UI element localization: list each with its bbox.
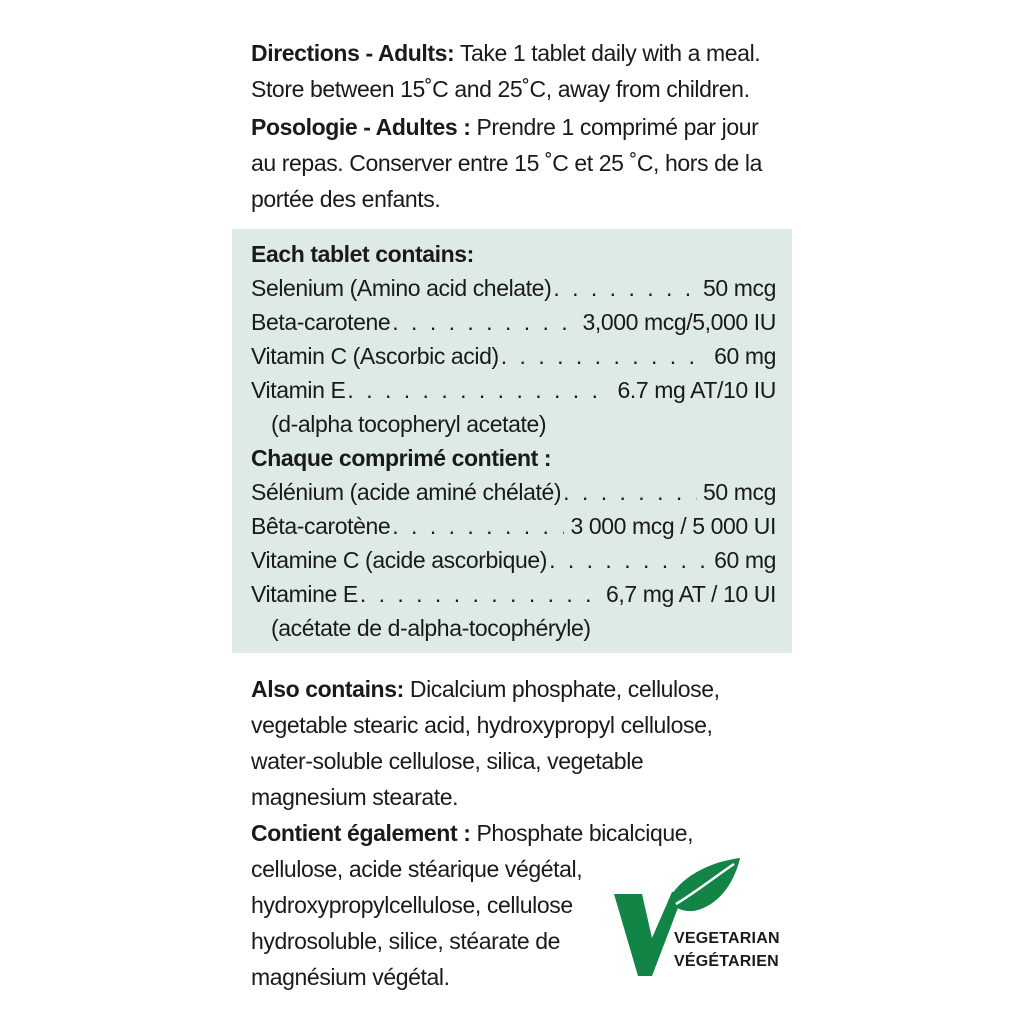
also-contains-line [251, 671, 771, 707]
ingredient-row [251, 271, 776, 305]
leader-dots [392, 509, 564, 543]
posologie-line-3: portée des enfants. [251, 186, 441, 212]
leader-dots [553, 271, 697, 305]
posologie-label: Posologie - Adultes : [251, 114, 471, 140]
contient-line-3: hydroxypropylcellulose, cellulose [251, 892, 573, 918]
ingredient-row [251, 339, 776, 373]
ingredient-row [251, 577, 776, 611]
also-contains-label: Also contains: [251, 676, 404, 702]
ingredient-name: Vitamin E [251, 377, 346, 403]
ingredient-amount: 50 mcg [702, 275, 776, 301]
ingredient-amount: 3,000 mcg/5,000 IU [582, 309, 776, 335]
ingredient-row [251, 509, 776, 543]
ingredient-row [251, 373, 776, 407]
directions-text: Take 1 tablet daily with a meal. [454, 40, 761, 66]
ingredient-name: Vitamin C (Ascorbic acid) [251, 343, 499, 369]
contient-label: Contient également : [251, 820, 471, 846]
ingredient-note-en: (d-alpha tocopheryl acetate) [271, 411, 547, 437]
ingredient-amount: 50 mcg [702, 479, 776, 505]
contient-line-4: hydrosoluble, silice, stéarate de [251, 928, 560, 954]
ingredients-panel [232, 229, 792, 653]
directions-english [251, 36, 791, 108]
contient-line-5: magnésium végétal. [251, 964, 450, 990]
leader-dots [501, 339, 708, 373]
ingredient-name: Beta-carotene [251, 309, 391, 335]
also-contains-line-3: water-soluble cellulose, silica, vegetable [251, 748, 644, 774]
directions-line [251, 36, 791, 70]
ingredient-row [251, 305, 776, 339]
directions-label: Directions - Adults: [251, 40, 455, 66]
leader-dots [563, 475, 697, 509]
leader-dots [549, 543, 708, 577]
vegetarian-text-en: VEGETARIAN [674, 930, 780, 947]
ingredient-row [251, 543, 776, 577]
posologie-text: Prendre 1 comprimé par jour [470, 114, 759, 140]
vegetarian-logo [612, 852, 782, 982]
vegetarian-text-fr: VÉGÉTARIEN [674, 953, 779, 970]
ingredient-name: Bêta-carotène [251, 513, 391, 539]
ingredient-amount: 60 mg [714, 547, 776, 573]
leader-dots [347, 373, 611, 407]
ingredient-amount: 6.7 mg AT/10 IU [617, 377, 776, 403]
directions-storage: Store between 15˚C and 25˚C, away from children. [251, 76, 750, 102]
also-contains [251, 671, 771, 815]
ingredient-name: Sélénium (acide aminé chélaté) [251, 479, 562, 505]
ingredient-row [251, 475, 776, 509]
also-contains-line-4: magnesium stearate. [251, 784, 459, 810]
ingredient-note-fr: (acétate de d-alpha-tocophéryle) [271, 615, 591, 641]
ingredient-name: Selenium (Amino acid chelate) [251, 275, 552, 301]
ingredients-heading-en: Each tablet contains: [251, 241, 474, 267]
ingredient-amount: 3 000 mcg / 5 000 UI [570, 513, 776, 539]
posologie-line-2: au repas. Conserver entre 15 ˚C et 25 ˚C, hors de la [251, 150, 763, 176]
contient-line [251, 815, 751, 851]
ingredient-name: Vitamine C (acide ascorbique) [251, 547, 548, 573]
ingredient-amount: 60 mg [714, 343, 776, 369]
ingredients-heading-fr: Chaque comprimé contient : [251, 445, 552, 471]
leader-dots [392, 305, 576, 339]
contient-text: Phosphate bicalcique, [470, 820, 694, 846]
ingredient-name: Vitamine E [251, 581, 358, 607]
leader-dots [360, 577, 600, 611]
also-contains-text: Dicalcium phosphate, cellulose, [403, 676, 720, 702]
directions-french [251, 110, 791, 218]
contient-line-2: cellulose, acide stéarique végétal, [251, 856, 583, 882]
posologie-line [251, 110, 791, 144]
also-contains-line-2: vegetable stearic acid, hydroxypropyl cellulose, [251, 712, 713, 738]
ingredient-amount: 6,7 mg AT / 10 UI [605, 581, 776, 607]
